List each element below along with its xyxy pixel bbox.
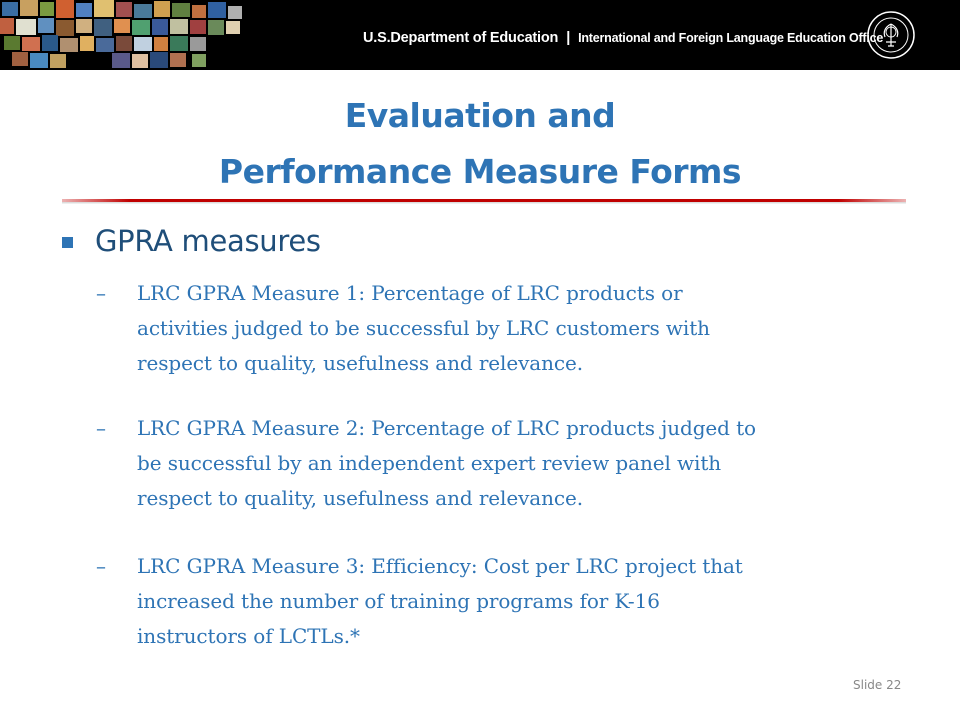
subitem-measure-2 <box>96 411 896 516</box>
world-map-photo-collage <box>0 0 300 70</box>
header-title <box>363 30 883 46</box>
title-line-2: Performance Measure Forms <box>218 152 742 191</box>
slide-number: Slide 22 <box>853 678 902 692</box>
header-banner <box>0 0 960 70</box>
subitem-line: activities judged to be successful by LRC customers with <box>137 316 710 340</box>
title-underline <box>62 198 906 204</box>
subitem-line: respect to quality, usefulness and relevance. <box>137 486 583 510</box>
dash-marker: – <box>96 554 106 578</box>
title-line-1: Evaluation and <box>344 96 616 135</box>
square-bullet-icon <box>62 237 73 248</box>
subitem-line: LRC GPRA Measure 1: Percentage of LRC products or <box>137 281 683 305</box>
subitem-line: respect to quality, usefulness and relevance. <box>137 351 583 375</box>
subitem-line: increased the number of training programs for K-16 <box>137 589 660 613</box>
office-name: International and Foreign Language Education Office <box>578 31 884 45</box>
bullet-gpra-measures <box>62 224 321 258</box>
subitem-line: instructors of LCTLs.* <box>137 624 360 648</box>
dash-marker: – <box>96 281 106 305</box>
department-name: U.S.Department of Education <box>363 30 559 46</box>
department-of-education-seal-icon <box>866 10 916 60</box>
subitem-measure-3 <box>96 549 896 654</box>
dash-marker: – <box>96 416 106 440</box>
subitem-line: LRC GPRA Measure 3: Efficiency: Cost per LRC project that <box>137 554 743 578</box>
subitem-measure-1 <box>96 276 896 381</box>
slide-title <box>0 88 960 200</box>
header-separator: | <box>566 30 571 46</box>
bullet-text: GPRA measures <box>95 224 321 258</box>
subitem-line: be successful by an independent expert review panel with <box>137 451 722 475</box>
subitem-line: LRC GPRA Measure 2: Percentage of LRC products judged to <box>137 416 756 440</box>
